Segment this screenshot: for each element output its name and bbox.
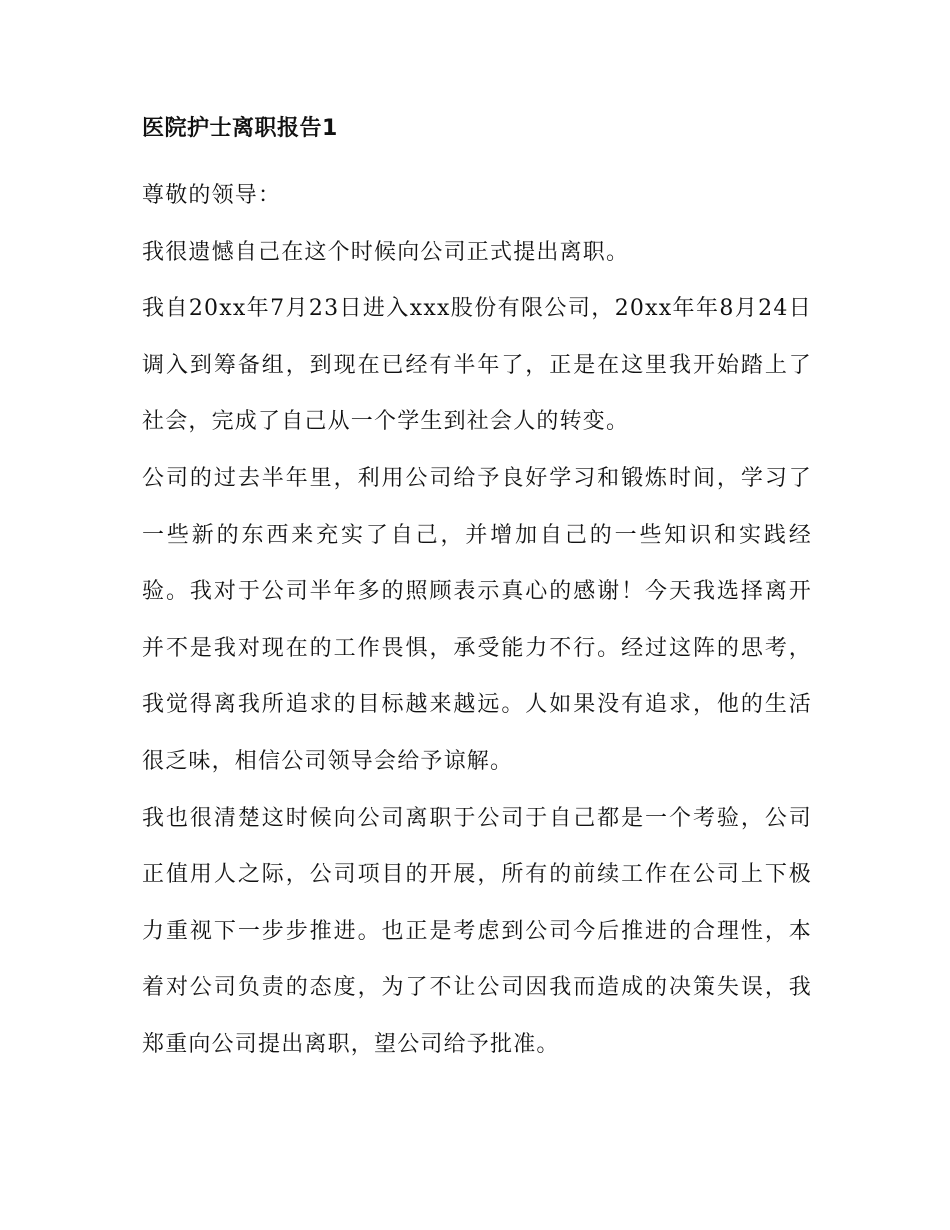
paragraph-1: 我很遗憾自己在这个时候向公司正式提出离职。	[142, 239, 630, 265]
paragraph-4: 我也很清楚这时候向公司离职于公司于自己都是一个考验，公司正值用人之际，公司项目的开展，所有的前续工作在公司上下极力重视下一步步推进。也正是考虑到公司今后推进的合理性，本着对公司负责的态度，为了不让公司因我而造成的决策失误，我郑重向公司提出离职，望公司给予批准。	[142, 805, 812, 1057]
paragraph-3: 公司的过去半年里，利用公司给予良好学习和锻炼时间，学习了一些新的东西来充实了自己，并增加自己的一些知识和实践经验。我对于公司半年多的照顾表示真心的感谢！今天我选择离开并不是我对现在的工作畏惧，承受能力不行。经过这阵的思考，我觉得离我所追求的目标越来越远。人如果没有追求，他的生活很乏味，相信公司领导会给予谅解。	[142, 465, 812, 774]
paragraph-2: 我自20xx年7月23日进入xxx股份有限公司，20xx年年8月24日调入到筹备组，到现在已经有半年了，正是在这里我开始踏上了社会，完成了自己从一个学生到社会人的转变。	[142, 296, 812, 435]
salutation: 尊敬的领导：	[142, 183, 282, 208]
document-title: 医院护士离职报告1	[142, 116, 338, 141]
document-page	[142, 111, 812, 1074]
